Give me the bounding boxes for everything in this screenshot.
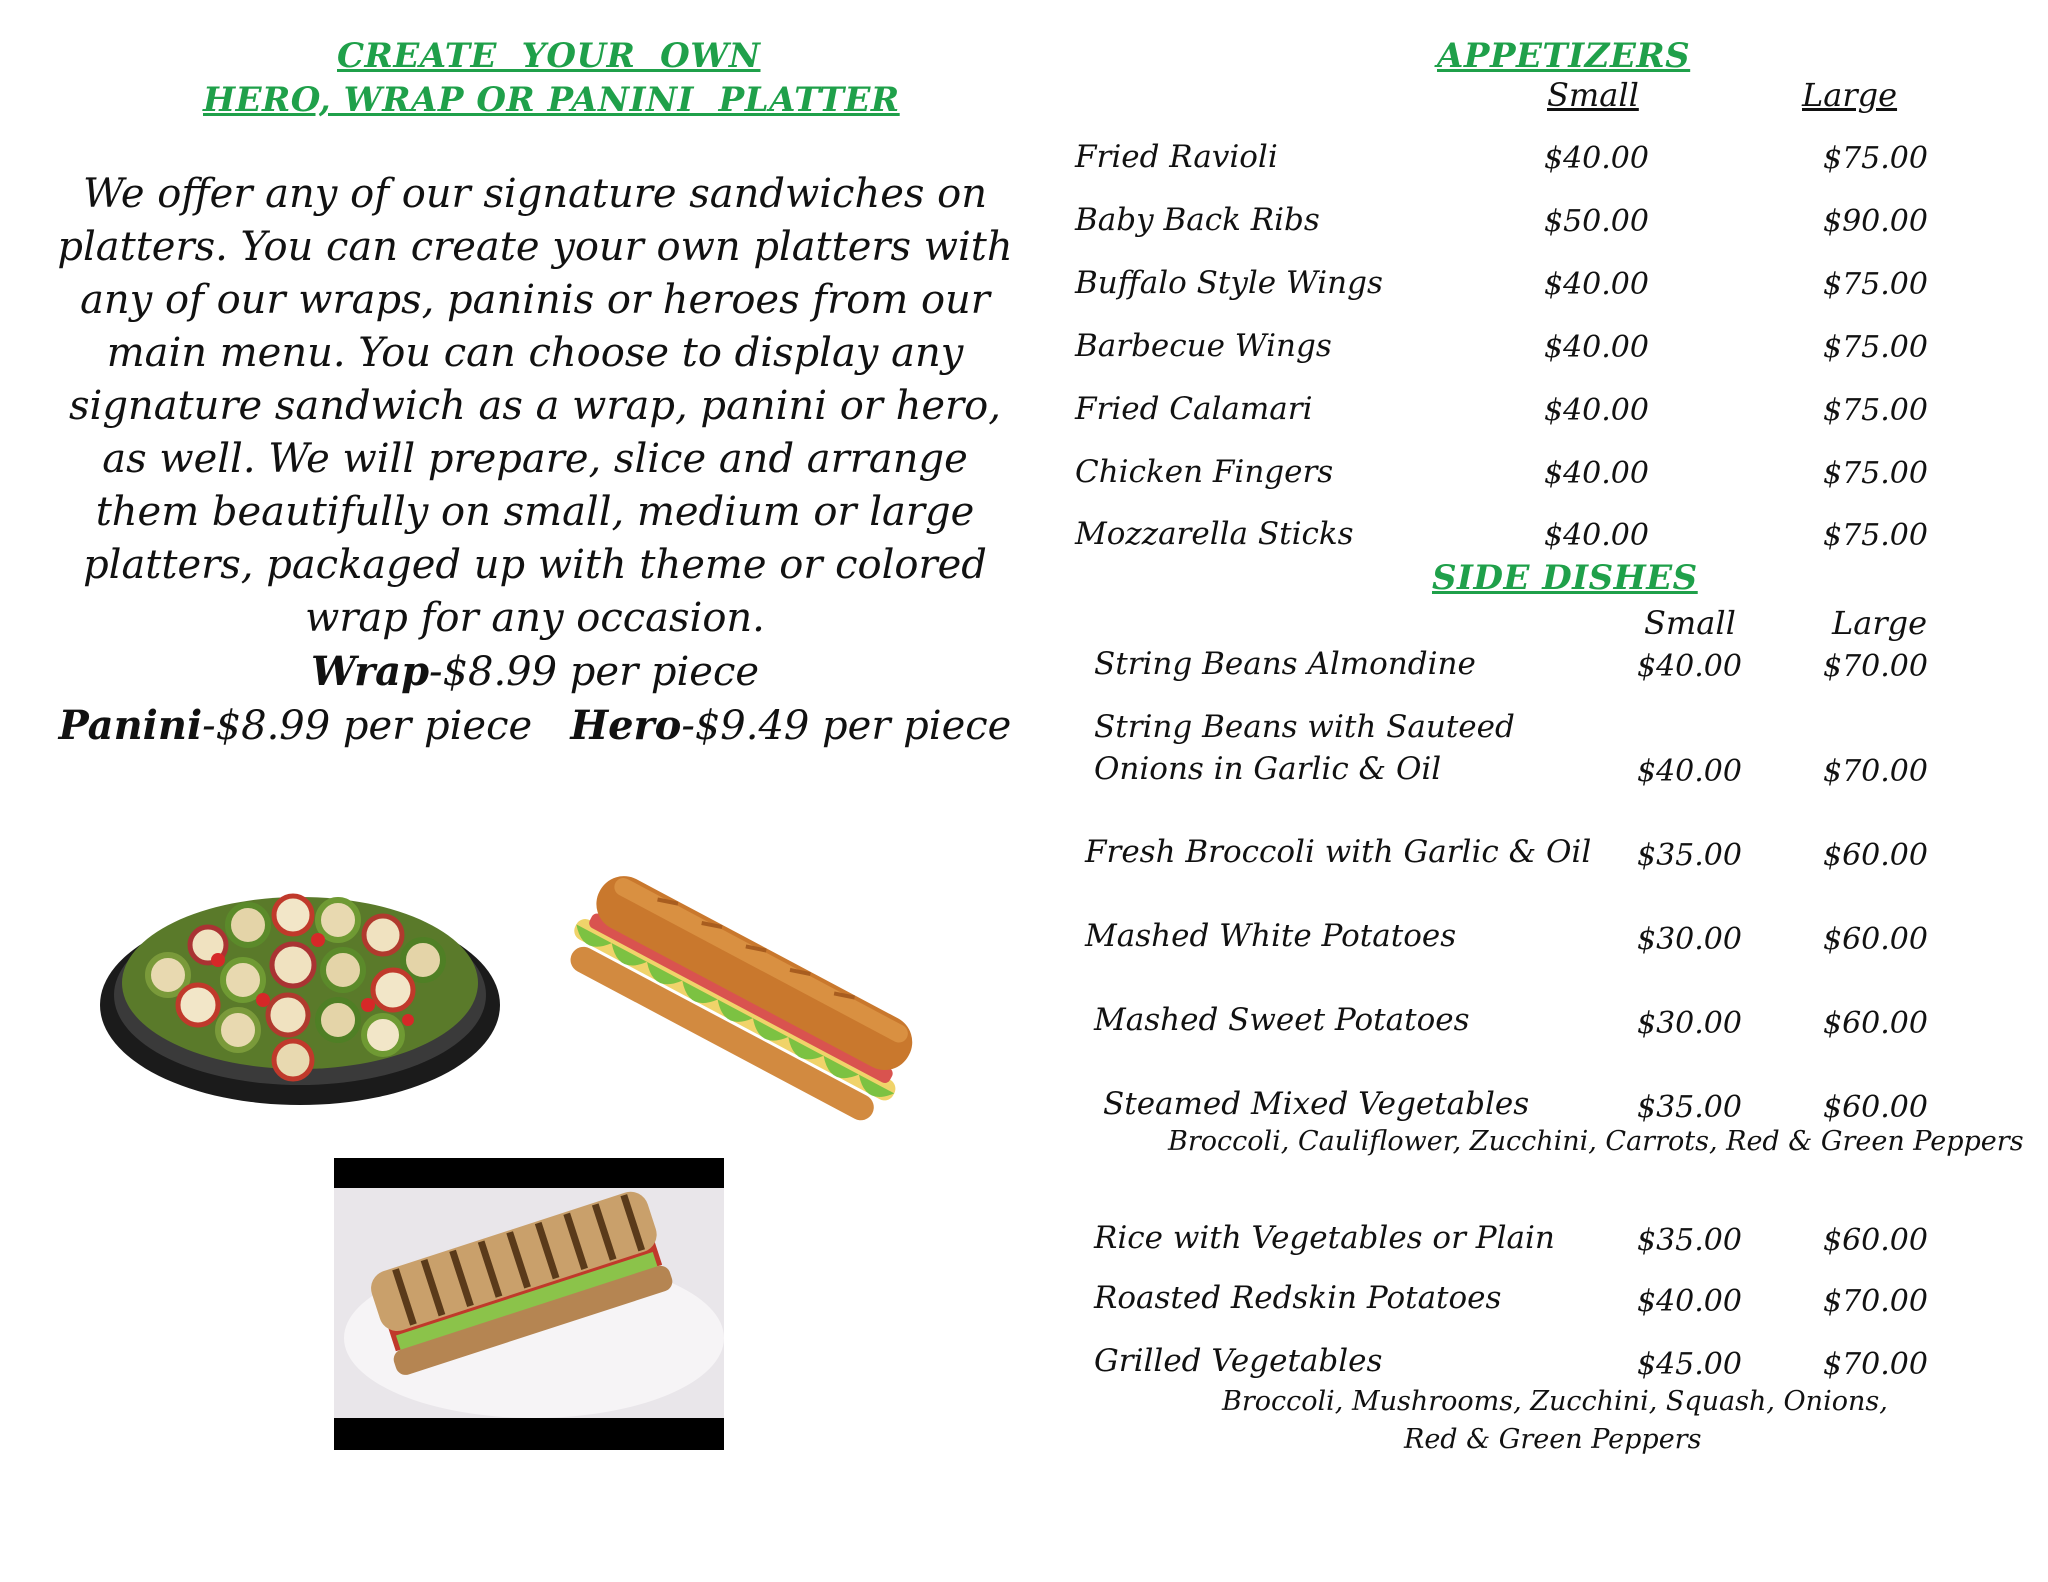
side-small-price: $40.00 xyxy=(1637,649,1742,684)
hero-sandwich-photo xyxy=(540,860,940,1140)
panini-price: -$8.99 per piece xyxy=(202,703,533,749)
appetizer-name: Baby Back Ribs xyxy=(1075,202,1320,238)
side-note: Broccoli, Cauliflower, Zucchini, Carrots, Red & Green Peppers xyxy=(1168,1126,2024,1157)
appetizer-name: Buffalo Style Wings xyxy=(1075,265,1383,301)
panini-hero-price-line xyxy=(55,699,1015,753)
side-small-price: $40.00 xyxy=(1637,1284,1742,1319)
side-name: Mashed Sweet Potatoes xyxy=(1094,1002,1470,1038)
side-large-price: $60.00 xyxy=(1823,1223,1928,1258)
appetizer-name: Barbecue Wings xyxy=(1075,328,1332,364)
side-large-price: $60.00 xyxy=(1823,1006,1928,1041)
appetizer-large-price: $75.00 xyxy=(1823,141,1928,176)
appetizer-large-price: $75.00 xyxy=(1823,330,1928,365)
side-name: Mashed White Potatoes xyxy=(1085,918,1457,954)
side-small-price: $35.00 xyxy=(1637,838,1742,873)
platter-title-line-2: HERO, WRAP OR PANINI PLATTER xyxy=(203,80,900,120)
intro-paragraph: We offer any of our signature sandwiches on platters. You can create your own platters with any of our wraps, paninis or heroes from our main menu. You can choose to display any signature sandwich as a wrap, panini or hero, as well. We will prepare, slice and arrange them beautifully on small, medium or large platters, packaged up with theme or colored wrap for any occasion. xyxy=(57,171,1013,641)
side-large-price: $70.00 xyxy=(1823,1284,1928,1319)
side-name: String Beans Almondine xyxy=(1094,646,1476,682)
side-large-price: $70.00 xyxy=(1823,649,1928,684)
intro-block xyxy=(55,168,1015,753)
appetizer-small-price: $40.00 xyxy=(1544,393,1649,428)
side-small-price: $30.00 xyxy=(1637,922,1742,957)
appetizer-small-price: $40.00 xyxy=(1544,141,1649,176)
appetizers-small-header: Small xyxy=(1547,76,1639,114)
appetizer-name: Chicken Fingers xyxy=(1075,454,1334,490)
appetizer-large-price: $75.00 xyxy=(1823,267,1928,302)
appetizer-small-price: $40.00 xyxy=(1544,330,1649,365)
side-small-price: $40.00 xyxy=(1637,754,1742,789)
side-large-price: $60.00 xyxy=(1823,1090,1928,1125)
appetizer-large-price: $90.00 xyxy=(1823,204,1928,239)
appetizer-name: Fried Ravioli xyxy=(1075,139,1278,175)
sides-small-header: Small xyxy=(1644,604,1736,642)
platter-title-line-1: CREATE YOUR OWN xyxy=(337,36,761,76)
wrap-price: -$8.99 per piece xyxy=(429,649,760,695)
side-name: String Beans with Sauteed xyxy=(1094,709,1515,745)
side-name: Rice with Vegetables or Plain xyxy=(1094,1220,1555,1256)
panini-label: Panini xyxy=(58,702,203,749)
appetizer-large-price: $75.00 xyxy=(1823,518,1928,553)
side-dishes-heading: SIDE DISHES xyxy=(1432,558,1698,598)
wrap-price-line xyxy=(55,645,1015,699)
appetizer-large-price: $75.00 xyxy=(1823,456,1928,491)
appetizer-small-price: $50.00 xyxy=(1544,204,1649,239)
panini-photo xyxy=(334,1158,724,1450)
appetizers-heading: APPETIZERS xyxy=(1437,36,1691,76)
appetizer-small-price: $40.00 xyxy=(1544,267,1649,302)
hero-price: -$9.49 per piece xyxy=(681,703,1012,749)
wrap-label: Wrap xyxy=(310,648,430,695)
appetizers-large-header: Large xyxy=(1802,76,1898,114)
appetizer-small-price: $40.00 xyxy=(1544,456,1649,491)
hero-label: Hero xyxy=(570,702,682,749)
side-name: Roasted Redskin Potatoes xyxy=(1094,1280,1502,1316)
side-note-line-2: Red & Green Peppers xyxy=(1404,1424,1702,1455)
appetizer-small-price: $40.00 xyxy=(1544,518,1649,553)
appetizer-large-price: $75.00 xyxy=(1823,393,1928,428)
side-large-price: $60.00 xyxy=(1823,922,1928,957)
appetizer-name: Mozzarella Sticks xyxy=(1075,516,1354,552)
side-large-price: $60.00 xyxy=(1823,838,1928,873)
side-large-price: $70.00 xyxy=(1823,754,1928,789)
side-small-price: $30.00 xyxy=(1637,1006,1742,1041)
sides-large-header: Large xyxy=(1832,604,1928,642)
side-name: Fresh Broccoli with Garlic & Oil xyxy=(1085,834,1592,870)
appetizer-name: Fried Calamari xyxy=(1075,391,1313,427)
side-name: Grilled Vegetables xyxy=(1094,1343,1383,1379)
side-note: Broccoli, Mushrooms, Zucchini, Squash, Onions, xyxy=(1222,1386,1888,1417)
side-name-line-2: Onions in Garlic & Oil xyxy=(1094,751,1442,787)
side-large-price: $70.00 xyxy=(1823,1347,1928,1382)
side-name: Steamed Mixed Vegetables xyxy=(1103,1086,1530,1122)
panini-image xyxy=(334,1158,724,1450)
wrap-platter-photo xyxy=(98,855,502,1113)
side-small-price: $35.00 xyxy=(1637,1090,1742,1125)
side-small-price: $35.00 xyxy=(1637,1223,1742,1258)
side-small-price: $45.00 xyxy=(1637,1347,1742,1382)
